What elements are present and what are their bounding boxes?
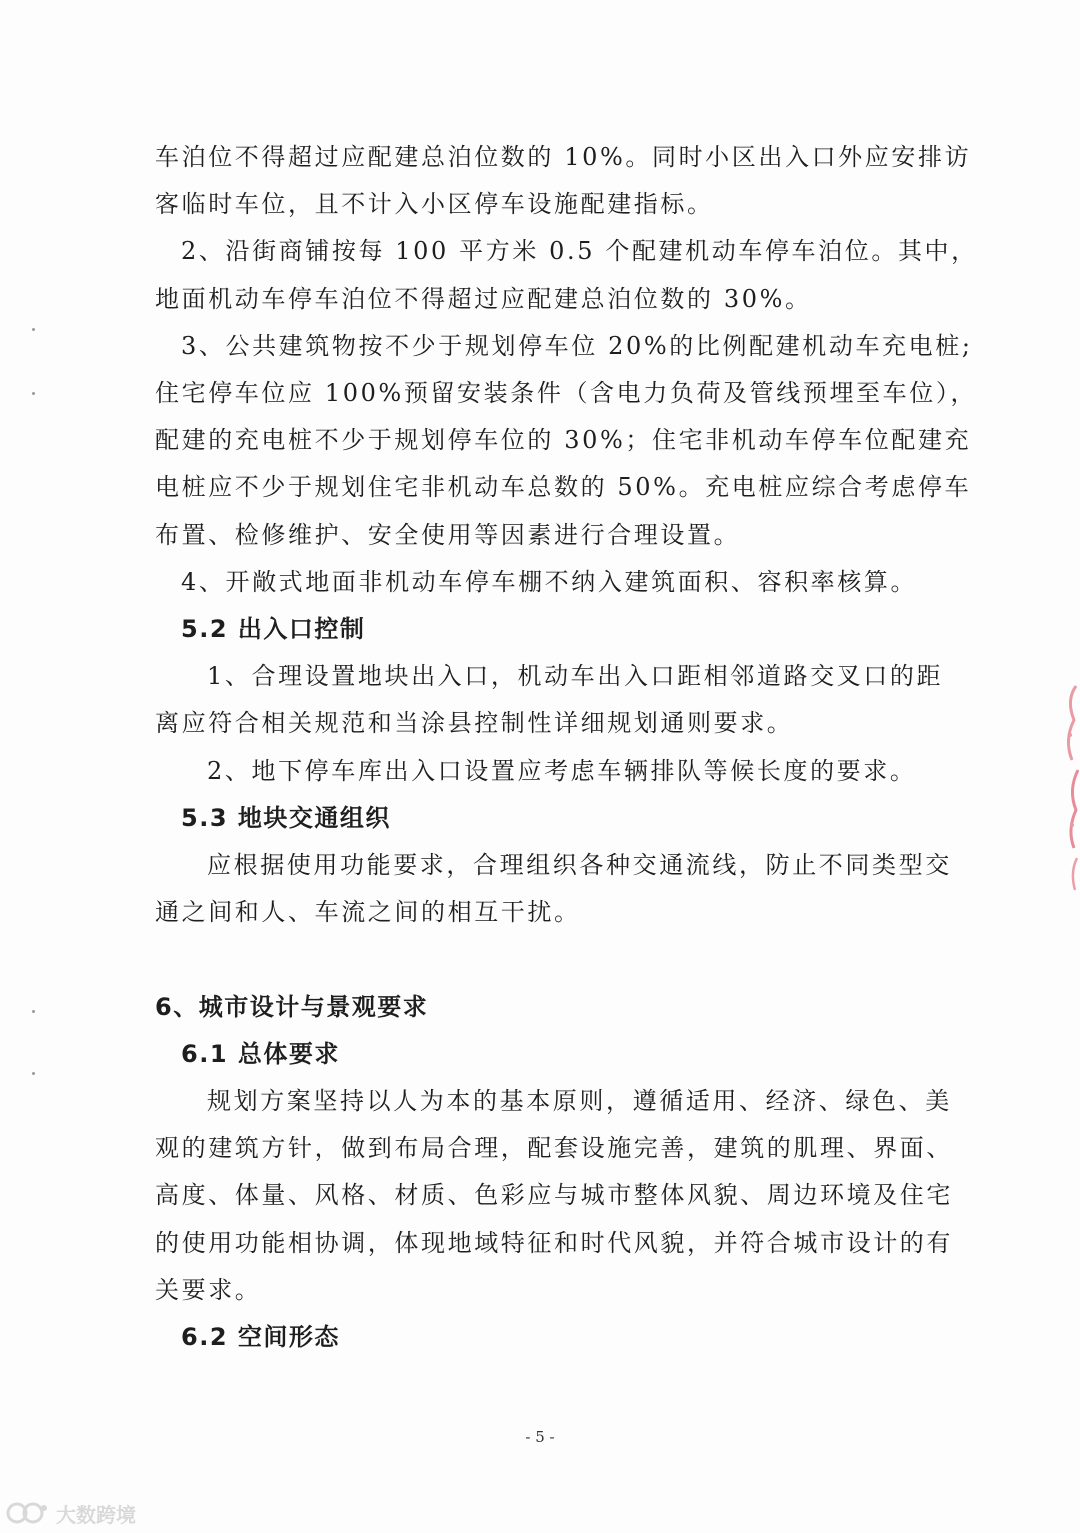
text-line: 关要求。 <box>155 1275 262 1304</box>
watermark-logo-icon <box>6 1500 50 1526</box>
section-heading: 6.1 总体要求 <box>181 1039 340 1068</box>
text-line: 地面机动车停车泊位不得超过应配建总泊位数的 30%。 <box>155 284 812 313</box>
text-line: 观的建筑方针，做到布局合理，配套设施完善，建筑的肌理、界面、 <box>155 1134 953 1163</box>
text-line: 3、公共建筑物按不少于规划停车位 20%的比例配建机动车充电桩; <box>181 331 973 360</box>
text-line: 1、合理设置地块出入口，机动车出入口距相邻道路交叉口的距 <box>207 662 944 691</box>
text-line: 通之间和人、车流之间的相互干扰。 <box>155 898 581 927</box>
text-line: 2、地下停车库出入口设置应考虑车辆排队等候长度的要求。 <box>207 756 917 785</box>
text-line: 配建的充电桩不少于规划停车位的 30%；住宅非机动车停车位配建充 <box>155 426 972 455</box>
section-heading: 6.2 空间形态 <box>181 1323 340 1351</box>
text-line: 规划方案坚持以人为本的基本原则，遵循适用、经济、绿色、美 <box>207 1087 952 1115</box>
scan-speck <box>32 392 35 395</box>
text-line: 住宅停车位应 100%预留安装条件（含电力负荷及管线预埋至车位）， <box>155 379 978 407</box>
watermark-text: 大数跨境 <box>56 1502 136 1527</box>
text-line: 车泊位不得超过应配建总泊位数的 10%。同时小区出入口外应安排访 <box>155 143 972 171</box>
text-line: 离应符合相关规范和当涂县控制性详细规划通则要求。 <box>155 709 794 738</box>
section-heading: 5.3 地块交通组织 <box>181 803 391 832</box>
text-line: 高度、体量、风格、材质、色彩应与城市整体风貌、周边环境及住宅 <box>155 1181 953 1210</box>
red-seal-fragment <box>1062 680 1080 895</box>
text-line: 的使用功能相协调，体现地域特征和时代风貌，并符合城市设计的有 <box>155 1228 953 1257</box>
text-line: 应根据使用功能要求，合理组织各种交通流线，防止不同类型交 <box>207 851 952 879</box>
watermark <box>6 1498 136 1528</box>
page-number: - 5 - <box>525 1428 555 1446</box>
text-line: 布置、检修维护、安全使用等因素进行合理设置。 <box>155 520 741 549</box>
scan-speck <box>32 1072 35 1075</box>
text-line: 客临时车位，且不计入小区停车设施配建指标。 <box>155 190 714 219</box>
text-line: 2、沿街商铺按每 100 平方米 0.5 个配建机动车停车泊位。其中， <box>181 237 978 266</box>
scan-speck <box>32 328 35 331</box>
section-heading: 6、城市设计与景观要求 <box>155 992 429 1021</box>
section-heading: 5.2 出入口控制 <box>181 615 366 643</box>
text-line: 电桩应不少于规划住宅非机动车总数的 50%。充电桩应综合考虑停车 <box>155 473 972 502</box>
scan-speck <box>32 1010 35 1013</box>
text-line: 4、开敞式地面非机动车停车棚不纳入建筑面积、容积率核算。 <box>181 567 918 596</box>
